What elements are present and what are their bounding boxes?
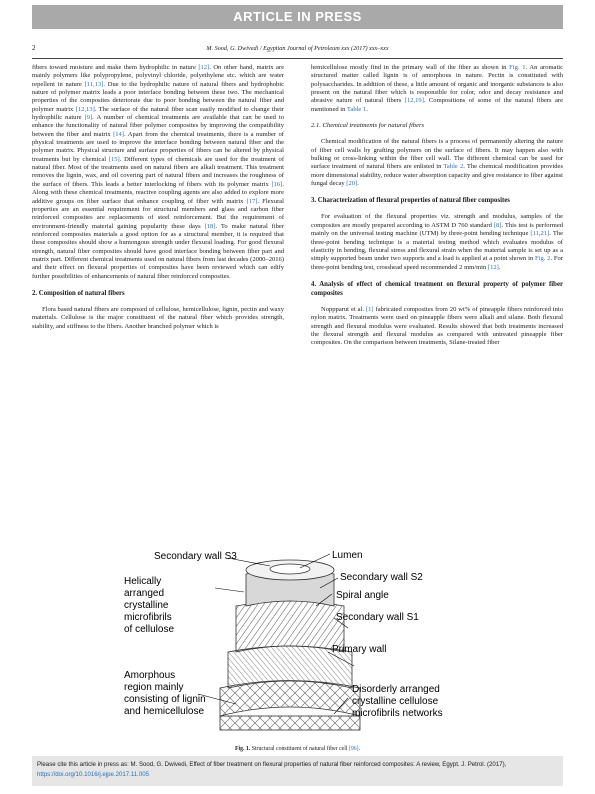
label-amorphous: region mainly [124, 682, 184, 693]
running-head [32, 44, 563, 56]
label-lumen: Lumen [332, 550, 363, 561]
figure-caption: Fig. 1. Structural constituent of natural fiber cell [96]. [234, 746, 361, 752]
label-helical: microfibrils [124, 612, 172, 623]
paragraph: Chemical modification of the natural fibers is a process of permanently altering the nature of fiber cell walls by grafting polymers on the surface of fibers. It may happen also with bulking or cross-linking within the fiber cell wall. The different chemical can be used for surface treatment of natural fibers are enlisted in Table 2. The chemical modification provides more dimensional stability, reduce water absorption capacity and give resistance to fiber against fungal decay [20]. [311, 138, 564, 188]
citation-link[interactable]: [20] [346, 180, 358, 188]
citation-link[interactable]: [17] [246, 197, 258, 205]
label-disorderly: Disorderly arranged [352, 684, 440, 695]
label-amorphous: consisting of lignin [124, 694, 206, 705]
citation-link[interactable]: [1] [365, 305, 374, 313]
journal-line: M. Sood, G. Dwivedi / Egyptian Journal of Petroleum xxx (2017) xxx–xxx [206, 45, 389, 52]
right-column [311, 64, 563, 354]
article-in-press-banner: ARTICLE IN PRESS [32, 5, 563, 29]
table-link[interactable]: Table 2 [443, 163, 464, 171]
citation-link[interactable]: [11,21] [530, 230, 550, 238]
figure-link[interactable]: Fig. 1 [509, 64, 526, 71]
citation-link[interactable]: [96] [348, 746, 359, 752]
citation-link[interactable]: [8] [493, 221, 502, 229]
header-rule [32, 58, 563, 59]
table-link[interactable]: Table 1 [346, 105, 367, 113]
citation-link[interactable]: [11,13] [84, 80, 104, 88]
label-disorderly: microfibrils networks [352, 708, 443, 719]
left-column [32, 64, 284, 337]
fiber-cell-diagram [120, 548, 478, 736]
label-amorphous: and hemicellulose [124, 706, 205, 717]
primary-wall-layer [220, 681, 360, 717]
label-secondary-wall-s1: Secondary wall S1 [336, 612, 419, 623]
label-disorderly: crystalline cellulose [352, 696, 439, 707]
citation-link[interactable]: [16] [271, 180, 283, 188]
label-helical: of cellulose [124, 624, 175, 635]
citation-link[interactable]: [9] [84, 114, 93, 122]
citation-link[interactable]: [12,13] [75, 105, 95, 113]
citation-link[interactable]: [12] [198, 64, 210, 71]
label-helical: crystalline [124, 600, 169, 611]
paragraph: Flora based natural fibers are composed of cellulose, hemicellulose, lignin, pectin and waxy materials. Cellulose is the major constituent of the natural fiber which provides strength, stability, and stiffness to the fibers. Another branched polymer which is [32, 305, 284, 330]
label-helical: arranged [124, 588, 165, 599]
subsection-heading: 2.1. Chemical treatments for natural fibers [311, 122, 425, 130]
paragraph: hemicellulose mostly find in the primary wall of the fiber as shown in Fig. 1. An aromatic structured matter called lignin is of amorphous in nature. Pectin is constituted with polysaccharides. In addition of these, a little amount of organic and inorganic substances is also present on the natural fiber which is responsible for color, odor and decay resistance and abrasive nature of natural fibers [12,19]. Compositions of some of the natural fibers are mentioned in Table 1. [311, 64, 564, 113]
label-helical: Helically [124, 576, 162, 587]
lumen-opening [270, 564, 310, 574]
label-amorphous: Amorphous [124, 670, 176, 681]
figure-link[interactable]: Fig. 2 [535, 255, 551, 263]
label-secondary-wall-s3: Secondary wall S3 [154, 551, 237, 562]
paragraph: For evaluation of the flexural properties viz. strength and modulus, samples of the composites are mostly prepared according to ASTM D 760 standard [8]. This test is performed mainly on the universal testing machine (UTM) by three-point bending technique [11,21]. The three-point bending technique is a material testing method which evaluates modulus of elasticity in bending, flexural stress and flexural strain when the material sample is set up as a simply supported beam under two supports and a load is applied at a point shown in Fig. 2. For three-point bending test, crosshead speed recommended 2 mm/min [12]. [311, 213, 564, 271]
paragraph: Noppparut et al. [1] fabricated composites from 20 wt% of pineapple fibers reinforced into nylon matrix. Treatments were used on pineapple fibers were alkali and silane. Both flexural strength and flexural modulus were evaluated. Results showed that both treatments increased the flexural strength and flexural modulus as compared with untreated pineapple fiber composites. On the comparison between treatments, Silane-treated fiber [311, 305, 563, 347]
citation-link[interactable]: [15] [108, 155, 120, 163]
label-secondary-wall-s2: Secondary wall S2 [340, 572, 423, 583]
label-primary-wall: Primary wall [332, 644, 387, 655]
section-heading: 3. Characterization of flexural properties of natural fiber composites [311, 197, 510, 205]
section-heading: 4. Analysis of effect of chemical treatment on flexural property of polymer fiber composites [311, 280, 563, 297]
citation-link[interactable]: [12] [487, 263, 499, 271]
page-number: 2 [32, 44, 36, 52]
primary-wall-mesh [220, 716, 360, 730]
citation-link[interactable]: [12,19] [404, 97, 424, 105]
citation-footer: Please cite this article in press as: M. Sood, G. Dwivedi, Effect of fiber treatment on flexural properties of natural fiber reinforced composites: A review, Egypt. J. Petrol. (2017), https://doi.org/10.1016/j.ejpe.2017.11.005 [32, 756, 563, 786]
doi-link[interactable]: https://doi.org/10.1016/j.ejpe.2017.11.005 [37, 771, 150, 778]
section-heading: 2. Composition of natural fibers [32, 289, 125, 297]
paragraph: fibers toward moisture and make them hydrophilic in nature [12]. On other hand, matrix are mainly polymers like polypropylene, polyvinyl chloride, polyethylene etc. which are water repellent in nature [11,13]. Due to the hydrophilic nature of natural fibers and hydrophobic nature of polymer matrix leads a poor interface bonding between these two. The mechanical properties of the composites deteriorate due to poor bonding between the natural fiber and polymer matrix [12,13]. The surface of the natural fiber scan easily modified to change their hydrophilic nature [9]. A number of chemical treatments are available that can be used to enhance the functionality of natural fiber polymer composites by improving the compatibility between the fiber and matrix [14]. Apart from the chemical treatments, there is a number of physical treatments are used to improve the interface bonding between natural fiber and the polymer matrix. Physical structure and surface properties of fibers can be altered by physical treatments but by chemical [15]. Different types of chemicals are used for the treatment of natural fiber. Most of the treatments used on natural fibers are alkali treatment. This treatment removes the lignin, wax, and oil covering part of natural fibers and increases the roughness of the surface of fibers. This leads a better interlocking of fibers with its polymer matrix [16]. Along with these chemical treatments, reactive coupling agents are also added to explore more additive groups on fiber surface that enhance coupling of fiber with matrix [17]. Flexural properties are an essential requirement for structural members and glass and carbon fiber reinforced composites are replacements of steel reinforcement. But the requirement of environment-friendly material gaining popularity these days [18]. To make natural fiber reinforced composites materials a good option for as a structural member, it is required that these composites should show a humongous strength under flexural loading. For good flexural strength, natural fiber composites should have good interface bonding between fiber part and matrix part. Different chemical treatments used on natural fibers from last decades (2000–2016) and their effect on flexural properties of composites have been reviewed which can edify further possibilities of enhancements of natural fiber reinforced composites. [32, 64, 285, 280]
citation-link[interactable]: [14] [113, 130, 124, 138]
label-spiral-angle: Spiral angle [336, 590, 389, 601]
citation-link[interactable]: [18] [204, 222, 216, 230]
s2-layer [236, 601, 344, 652]
